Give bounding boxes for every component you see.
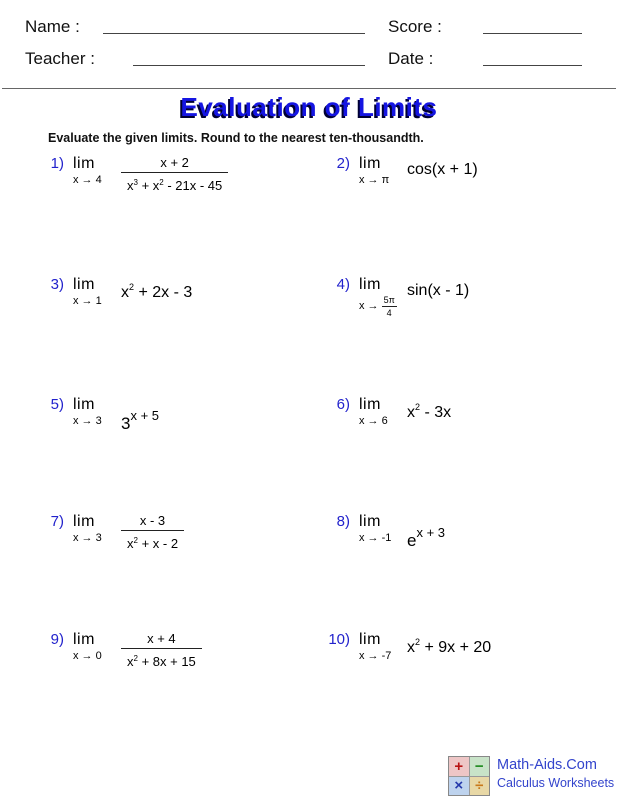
math-text: x: [127, 536, 134, 551]
date-label: Date :: [388, 49, 434, 68]
minus-icon: −: [470, 757, 490, 776]
math-text: x + 2: [160, 155, 189, 170]
limit-operator: [73, 631, 115, 663]
limit-operator: [73, 276, 115, 308]
problem: [34, 513, 184, 551]
lim-label: lim: [73, 155, 95, 172]
limit-operator: [359, 513, 401, 545]
math-text: x → -1: [359, 532, 392, 544]
limit-operator: [359, 631, 401, 663]
superscript: 3: [133, 178, 138, 187]
site-name: Math-Aids.Com: [497, 757, 597, 773]
problem: [320, 396, 451, 428]
expression: [121, 155, 228, 193]
math-text: x - 3: [139, 513, 166, 528]
approach-label: [73, 295, 115, 308]
expression: [407, 402, 451, 422]
math-text: x: [407, 404, 415, 421]
math-text: x → 3: [73, 532, 102, 544]
superscript: 2: [415, 637, 421, 647]
problem-number: 1): [50, 155, 64, 172]
approach-label: [73, 532, 115, 545]
exponent: x + 3: [416, 525, 446, 540]
problem: [320, 513, 445, 551]
problem-number: 2): [336, 155, 350, 172]
approach-label: [73, 650, 115, 663]
superscript: 2: [415, 402, 421, 412]
math-text: x → 1: [73, 295, 102, 307]
lim-label: lim: [359, 155, 381, 172]
math-text: - 3x: [420, 404, 452, 421]
name-label: Name :: [25, 17, 80, 36]
approach-label: [359, 295, 401, 318]
expression: [407, 637, 491, 657]
problem-number: 9): [50, 631, 64, 648]
header-divider: [2, 88, 616, 89]
problem-number: 10): [328, 631, 350, 648]
math-text: x → 0: [73, 650, 102, 662]
limit-operator: [359, 155, 401, 187]
problem: [34, 396, 159, 434]
math-text: e: [407, 531, 417, 550]
expression: [121, 513, 184, 551]
exponent: x + 5: [130, 408, 160, 423]
approach-label: [359, 532, 401, 545]
fraction-denominator: [121, 649, 202, 669]
fraction: [382, 295, 397, 318]
superscript: 2: [133, 536, 138, 545]
math-text: x → 3: [73, 415, 102, 427]
lim-label: lim: [359, 631, 381, 648]
math-text: x + 4: [147, 631, 176, 646]
fraction: [121, 155, 228, 193]
name-blank-line: [103, 33, 365, 34]
lim-label: lim: [73, 513, 95, 530]
lim-label: lim: [73, 631, 95, 648]
expression: [407, 282, 469, 300]
problem-number: 3): [50, 276, 64, 293]
math-text: 3: [121, 414, 131, 433]
approach-label: [73, 415, 115, 428]
math-text: x → 6: [359, 415, 388, 427]
problem: [320, 155, 478, 187]
superscript: 2: [133, 654, 138, 663]
problem: [34, 631, 202, 669]
problem-number: 8): [336, 513, 350, 530]
math-text: x: [121, 284, 129, 301]
superscript: 2: [129, 282, 135, 292]
teacher-blank-line: [133, 65, 365, 66]
math-text: - 21x - 45: [163, 178, 223, 193]
fraction-numerator: [121, 155, 228, 173]
approach-label: [359, 415, 401, 428]
math-text: x: [127, 654, 134, 669]
fraction-numerator: [121, 631, 202, 649]
date-blank-line: [483, 65, 582, 66]
worksheet-title: Evaluation of Limits: [180, 92, 438, 122]
expression: [407, 161, 478, 179]
fraction: [121, 631, 202, 669]
teacher-label: Teacher :: [25, 49, 95, 68]
math-text: + 9x + 20: [420, 639, 492, 656]
math-text: cos(x + 1): [407, 161, 478, 178]
worksheet-category: Calculus Worksheets: [497, 776, 615, 790]
math-text: x: [407, 639, 415, 656]
plus-icon: +: [449, 757, 469, 776]
math-text: + 8x + 15: [137, 654, 196, 669]
divide-icon: ÷: [470, 777, 490, 796]
math-text: + x: [137, 178, 160, 193]
limit-operator: [359, 396, 401, 428]
limit-operator: [359, 276, 401, 318]
math-text: sin(x - 1): [407, 282, 470, 299]
approach-label: [359, 174, 401, 187]
problem: [320, 276, 469, 318]
score-label: Score :: [388, 17, 442, 36]
limit-operator: [73, 396, 115, 428]
problem-number: 4): [336, 276, 350, 293]
math-text: + 2x - 3: [134, 284, 193, 301]
fraction-numerator: [121, 513, 184, 531]
instructions-text: Evaluate the given limits. Round to the nearest ten-thousandth.: [48, 131, 424, 145]
expression: [121, 631, 202, 669]
fraction-numerator: [382, 295, 397, 307]
lim-label: lim: [359, 396, 381, 413]
problem-number: 6): [336, 396, 350, 413]
math-text: x → 4: [73, 174, 102, 186]
problem-number: 5): [50, 396, 64, 413]
math-text: x →: [359, 300, 379, 312]
approach-label: [359, 650, 401, 663]
expression: [121, 408, 159, 434]
times-icon: ×: [449, 777, 469, 796]
fraction: [121, 513, 184, 551]
fraction-denominator: [382, 307, 397, 318]
math-text: 5π: [383, 295, 395, 305]
math-text: x → -7: [359, 650, 392, 662]
fraction-denominator: [121, 531, 184, 551]
math-text: x: [127, 178, 134, 193]
limit-operator: [73, 513, 115, 545]
problem: [34, 155, 228, 193]
math-text: x → π: [359, 174, 390, 186]
problem-number: 7): [50, 513, 64, 530]
math-text: + x - 2: [137, 536, 179, 551]
lim-label: lim: [359, 276, 381, 293]
lim-label: lim: [359, 513, 381, 530]
fraction-denominator: [121, 173, 228, 193]
lim-label: lim: [73, 396, 95, 413]
problem: [34, 276, 192, 308]
score-blank-line: [483, 33, 582, 34]
lim-label: lim: [73, 276, 95, 293]
approach-label: [73, 174, 115, 187]
expression: [407, 525, 445, 551]
math-aids-logo: [448, 756, 490, 796]
problem: [320, 631, 491, 663]
superscript: 2: [159, 178, 164, 187]
expression: [121, 282, 192, 302]
limit-operator: [73, 155, 115, 187]
math-text: 4: [386, 308, 392, 318]
